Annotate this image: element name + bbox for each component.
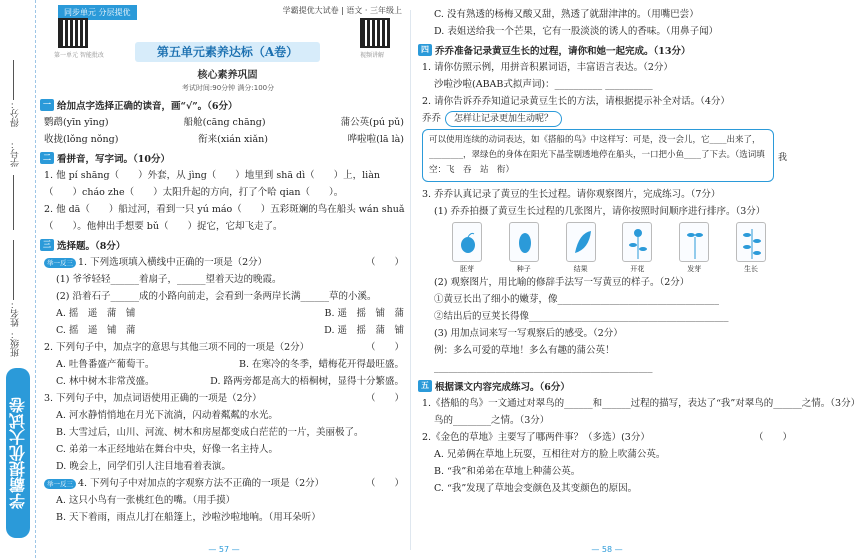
name-label: 姓名：	[11, 300, 21, 327]
pinyin-row: 收拢(lǒng nǒng) 衔来(xián xiǎn) 哗啦啦(lā là)	[44, 134, 404, 145]
fill-in-box[interactable]: 可以使用连续的动词表达，如《搭船的鸟》中这样写：可是，没一会儿，它____出来了，________，翠绿色的身体在阳光下晶莹剔透地停在船头，一口把小鱼____了下去。（选词填空：飞 吞 站 衔）	[422, 129, 774, 182]
stage-flower[interactable]: 开花	[622, 222, 652, 274]
section-4-heading: 四 乔乔准备记录黄豆生长的过程，请你和她一起完成。（13分）	[418, 43, 796, 57]
page-number: — 58 —	[591, 545, 623, 554]
option: C. 弟弟一本正经地站在舞台中央，好像一名主持人。	[56, 444, 278, 455]
exam-header	[40, 0, 408, 95]
unit-tag: 同步单元 分层提优	[58, 5, 137, 20]
question-2: 2.《金色的草地》主要写了哪两件事？（多选）(3分） （ ）	[418, 429, 796, 446]
question-1-cont[interactable]: 鸟的________之情。（3分）	[434, 415, 550, 426]
dialog-line	[418, 110, 796, 127]
option: C. “我”发现了草地会变颜色及其变颜色的原因。	[434, 483, 638, 494]
name-line	[13, 240, 14, 300]
binding-spine	[0, 0, 36, 558]
score-label: 得分：	[11, 100, 21, 127]
options-row: A. 摇 遥 蒲 铺 B. 遥 摇 铺 蒲	[56, 308, 404, 319]
answer-paren[interactable]: （ ）	[365, 478, 404, 489]
section-1-heading: 一 给加点字选择正确的读音，画“√”。（6分）	[40, 98, 408, 112]
option: D. 表姐送给我一个芒果，它有一股淡淡的诱人的香味。（用鼻子闻）	[434, 26, 719, 37]
student-id-label: 学号：	[11, 140, 21, 167]
question-1: 举一反三 1. 下列选项填入横线中正确的一项是（2分） （ ）	[40, 254, 408, 271]
speech-bubble: 怎样让记录更加生动呢？	[445, 111, 562, 127]
question-sub: (3) 用加点词来写一写观察后的感受。（2分）	[434, 328, 623, 339]
option: A. 这只小鸟有一张桃红色的嘴。（用手摸）	[56, 495, 236, 506]
seed-icon	[510, 223, 540, 263]
question-1[interactable]: 1.《搭船的鸟》一文通过对翠鸟的______和______过程的描写，表达了“我”对翠鸟的______之情。（3分）	[422, 398, 860, 409]
option: D. 晚会上，同学们引人注目地看着表演。	[56, 461, 231, 472]
question-line[interactable]: （ ）。他伸出手想要 bǔ（ ）捉它，它却飞走了。	[44, 221, 283, 232]
question-2: 2. 请你告诉乔乔知道记录黄豆生长的方法，请根据提示补全对话。（4分）	[422, 96, 730, 107]
option: B. 天下着雨，雨点儿打在船篷上，沙啦沙啦地响。（用耳朵听）	[56, 512, 321, 523]
speaker-me: 我	[778, 153, 788, 163]
exam-info: 考试时间:90分钟 满分:100分	[181, 84, 275, 92]
speaker-name: 乔乔	[422, 113, 442, 124]
answer-line[interactable]: 沙啦沙啦(ABAB式拟声词)：__________ __________	[434, 79, 653, 90]
brand-logo: 学霸提优大试卷	[6, 368, 30, 538]
qr-code-left[interactable]	[58, 18, 88, 48]
section-3-heading: 三 选择题。（8分）	[40, 238, 408, 252]
options-row: C. 摇 遥 铺 蒲 D. 遥 摇 蒲 铺	[56, 325, 404, 336]
growth-stages	[418, 222, 796, 274]
answer-paren[interactable]: （ ）	[365, 393, 404, 404]
left-page	[40, 0, 408, 558]
options-row: A. 吐鲁番盛产葡萄干。 B. 在寒冷的冬季，蜡梅花开得最旺盛。	[56, 359, 404, 370]
exam-subtitle: 核心素养巩固	[197, 70, 258, 81]
pod-icon	[567, 223, 597, 263]
sprout-icon	[680, 223, 710, 263]
stage-fruit[interactable]: 结果	[566, 222, 596, 274]
question-4: 举一反三 4. 下列句子中对加点的字观察方法不正确的一项是（2分） （ ）	[40, 475, 408, 492]
answer-paren[interactable]: （ ）	[365, 257, 404, 268]
tip-badge: 举一反三	[44, 258, 76, 268]
page-divider	[410, 10, 411, 550]
option: A. 河水静悄悄地在月光下流淌，闪动着粼粼的水光。	[56, 410, 278, 421]
flower-icon	[623, 223, 653, 263]
question-line[interactable]: 1. 他 pí shāng（ ）外套，从 jìng（ ）地里到 shā dì（ ）上，liàn	[44, 170, 380, 181]
stage-growth[interactable]: 生长	[736, 222, 766, 274]
germ-icon	[453, 223, 483, 263]
question-sub: (2) 沿着石子______成的小路向前走，会看到一条两岸长满______草的小溪。	[56, 291, 377, 302]
example-line: 例：多么可爱的草地！多么有趣的蒲公英！	[434, 345, 615, 356]
question-3: 3. 乔乔认真记录了黄豆的生长过程。请你观察图片，完成练习。（7分）	[422, 189, 721, 200]
question-3: 3. 下列句子中，加点词语使用正确的一项是（2分） （ ）	[40, 390, 408, 407]
score-line	[13, 60, 14, 100]
question-line[interactable]: （ ）cháo zhe（ ）太阳升起的方向，打了个哈 qian（ ）。	[44, 187, 344, 198]
tip-badge: 举一反三	[44, 479, 76, 489]
qr-right-label: 视频讲解	[360, 52, 385, 59]
answer-line[interactable]: ①黄豆长出了细小的嫩芽，像__________________________________	[434, 294, 720, 305]
qr-left-label: 第一单元 智能批改	[54, 52, 104, 59]
question-sub: (1) 乔乔拍摄了黄豆生长过程的几张图片，请你按照时间顺序进行排序。（3分）	[434, 206, 766, 217]
answer-line[interactable]: ______________________________________________	[434, 362, 653, 373]
stage-germ[interactable]: 胚芽	[452, 222, 482, 274]
section-5-heading: 五 根据课文内容完成练习。（6分）	[418, 379, 796, 393]
question-sub: (2) 观察图片，用比喻的修辞手法写一写黄豆的样子。（2分）	[434, 277, 690, 288]
stage-seed[interactable]: 种子	[509, 222, 539, 274]
section-2-heading: 二 看拼音，写字词。（10分）	[40, 151, 408, 165]
question-1: 1. 请你仿照示例，用拼音积累词语，丰富语言表达。（2分）	[422, 62, 673, 73]
right-page	[418, 0, 860, 558]
qr-code-right[interactable]	[360, 18, 390, 48]
series-label: 学霸提优大试卷 | 语文 · 三年级上	[282, 6, 402, 15]
answer-paren[interactable]: （ ）	[753, 432, 792, 443]
question-sub: (1) 爷爷轻轻______着扇子，______望着天边的晚霞。	[56, 274, 282, 285]
question-2: 2. 下列句子中，加点字的意思与其他三项不同的一项是（2分） （ ）	[40, 339, 408, 356]
plant-icon	[737, 223, 767, 263]
stage-sprout[interactable]: 发芽	[679, 222, 709, 274]
pinyin-row: 鹦鹉(yīn yīng) 船舱(cāng chāng) 蒲公英(pú pǔ)	[44, 117, 404, 128]
answer-line[interactable]: ②结出后的豆荚长得像__________________________________________	[434, 311, 729, 322]
id-line	[13, 175, 14, 230]
option: C. 没有熟透的杨梅又酸又甜，熟透了就甜津津的。（用嘴巴尝）	[434, 9, 699, 20]
exam-title: 第五单元素养达标（A卷）	[135, 42, 320, 62]
option: B. 大雪过后，山川、河流、树木和房屋都变成白茫茫的一片，美丽极了。	[56, 427, 364, 438]
answer-paren[interactable]: （ ）	[365, 342, 404, 353]
option: B. “我”和弟弟在草地上种蒲公英。	[434, 466, 581, 477]
page-number: — 57 —	[208, 545, 240, 554]
question-line[interactable]: 2. 他 dā（ ）船过河，看到一只 yú máo（ ）五彩斑斓的鸟在船头 wán shuǎ	[44, 204, 405, 215]
options-row: C. 林中树木非常茂盛。 D. 路两旁都是高大的梧桐树，显得十分繁盛。	[56, 376, 404, 387]
class-label: 班级：	[11, 330, 21, 357]
option: A. 兄弟俩在草地上玩耍，互相往对方的脸上吹蒲公英。	[434, 449, 666, 460]
